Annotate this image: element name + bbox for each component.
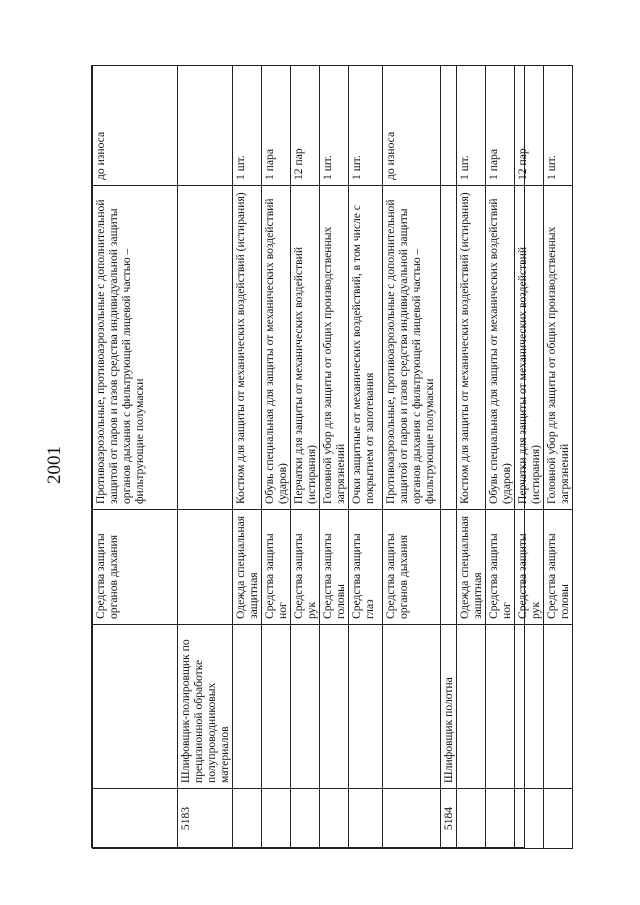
cell-category: Одежда специальная защитная — [457, 510, 486, 625]
cell-item: Перчатки для защиты от механических воздействий (истирания) — [291, 186, 320, 510]
norms-table-frame — [91, 65, 571, 848]
cell-norm: до износа — [93, 66, 178, 186]
cell-category: Средства защиты ног — [262, 510, 291, 625]
cell-norm: 12 пар — [291, 66, 320, 186]
cell-number — [383, 789, 441, 849]
cell-item: Очки защитные от механических воздействий, в том числе с покрытием от запотевания — [349, 186, 383, 510]
cell-norm: 12 пар — [515, 66, 544, 186]
cell-profession: Шлифовщик полотна — [441, 625, 457, 789]
table-row — [291, 66, 320, 849]
cell-profession — [544, 625, 573, 789]
cell-number: 5183 — [178, 789, 233, 849]
cell-category — [441, 510, 457, 625]
cell-profession — [383, 625, 441, 789]
cell-number — [457, 789, 486, 849]
cell-item: Головной убор для защиты от общих производственных загрязнений — [320, 186, 349, 510]
cell-item: Перчатки для защиты от механических воздействий (истирания) — [515, 186, 544, 510]
table-row — [457, 66, 486, 849]
cell-norm: 1 шт. — [544, 66, 573, 186]
cell-norm: 1 шт. — [349, 66, 383, 186]
cell-category: Средства защиты рук — [515, 510, 544, 625]
cell-profession — [262, 625, 291, 789]
cell-item: Обувь специальная для защиты от механических воздействий (ударов) — [486, 186, 515, 510]
cell-category: Средства защиты глаз — [349, 510, 383, 625]
cell-number — [233, 789, 262, 849]
cell-category: Средства защиты органов дыхания — [383, 510, 441, 625]
cell-item — [441, 186, 457, 510]
cell-norm — [178, 66, 233, 186]
table-row — [441, 66, 457, 849]
cell-item — [178, 186, 233, 510]
cell-profession — [233, 625, 262, 789]
cell-category: Средства защиты органов дыхания — [93, 510, 178, 625]
cell-number — [291, 789, 320, 849]
cell-category: Средства защиты ног — [486, 510, 515, 625]
cell-norm: 1 шт. — [457, 66, 486, 186]
cell-item: Противоаэрозольные, противоаэрозольные с дополнительной защитой от паров и газов средства индивидуальной защиты органов дыхания с фильтрующей лицевой частью – фильтрующие полумаски — [383, 186, 441, 510]
cell-profession — [291, 625, 320, 789]
cell-number — [349, 789, 383, 849]
cell-item: Противоаэрозольные, противоаэрозольные с дополнительной защитой от паров и газов средства индивидуальной защиты органов дыхания с фильтрующей лицевой частью – фильтрующие полумаски — [93, 186, 178, 510]
cell-number — [544, 789, 573, 849]
cell-profession — [320, 625, 349, 789]
cell-item: Обувь специальная для защиты от механических воздействий (ударов) — [262, 186, 291, 510]
cell-category — [178, 510, 233, 625]
cell-profession: Шлифовщик-полировщик по прецизионной обработке полупроводниковых материалов — [178, 625, 233, 789]
table-row — [320, 66, 349, 849]
cell-number — [93, 789, 178, 849]
table-row — [178, 66, 233, 849]
cell-profession — [93, 625, 178, 789]
table-row — [262, 66, 291, 849]
cell-category: Средства защиты головы — [320, 510, 349, 625]
cell-number — [486, 789, 515, 849]
table-row — [349, 66, 383, 849]
cell-item: Костюм для защиты от механических воздействий (истирания) — [233, 186, 262, 510]
cell-norm: 1 шт. — [320, 66, 349, 186]
cell-norm: 1 пара — [486, 66, 515, 186]
cell-norm: 1 пара — [262, 66, 291, 186]
table-row — [233, 66, 262, 849]
cell-number — [320, 789, 349, 849]
table-row — [515, 66, 544, 849]
table-row — [383, 66, 441, 849]
cell-profession — [486, 625, 515, 789]
cell-norm: 1 шт. — [233, 66, 262, 186]
norms-table — [92, 65, 573, 849]
cell-item: Костюм для защиты от механических воздействий (истирания) — [457, 186, 486, 510]
cell-number — [262, 789, 291, 849]
cell-category: Одежда специальная защитная — [233, 510, 262, 625]
cell-number — [515, 789, 544, 849]
page-number: 2001 — [44, 446, 65, 484]
table-row — [486, 66, 515, 849]
cell-profession — [515, 625, 544, 789]
cell-profession — [457, 625, 486, 789]
table-row — [544, 66, 573, 849]
cell-norm — [441, 66, 457, 186]
cell-item: Головной убор для защиты от общих производственных загрязнений — [544, 186, 573, 510]
cell-norm: до износа — [383, 66, 441, 186]
cell-category: Средства защиты головы — [544, 510, 573, 625]
cell-category: Средства защиты рук — [291, 510, 320, 625]
cell-number: 5184 — [441, 789, 457, 849]
cell-profession — [349, 625, 383, 789]
table-row — [93, 66, 178, 849]
